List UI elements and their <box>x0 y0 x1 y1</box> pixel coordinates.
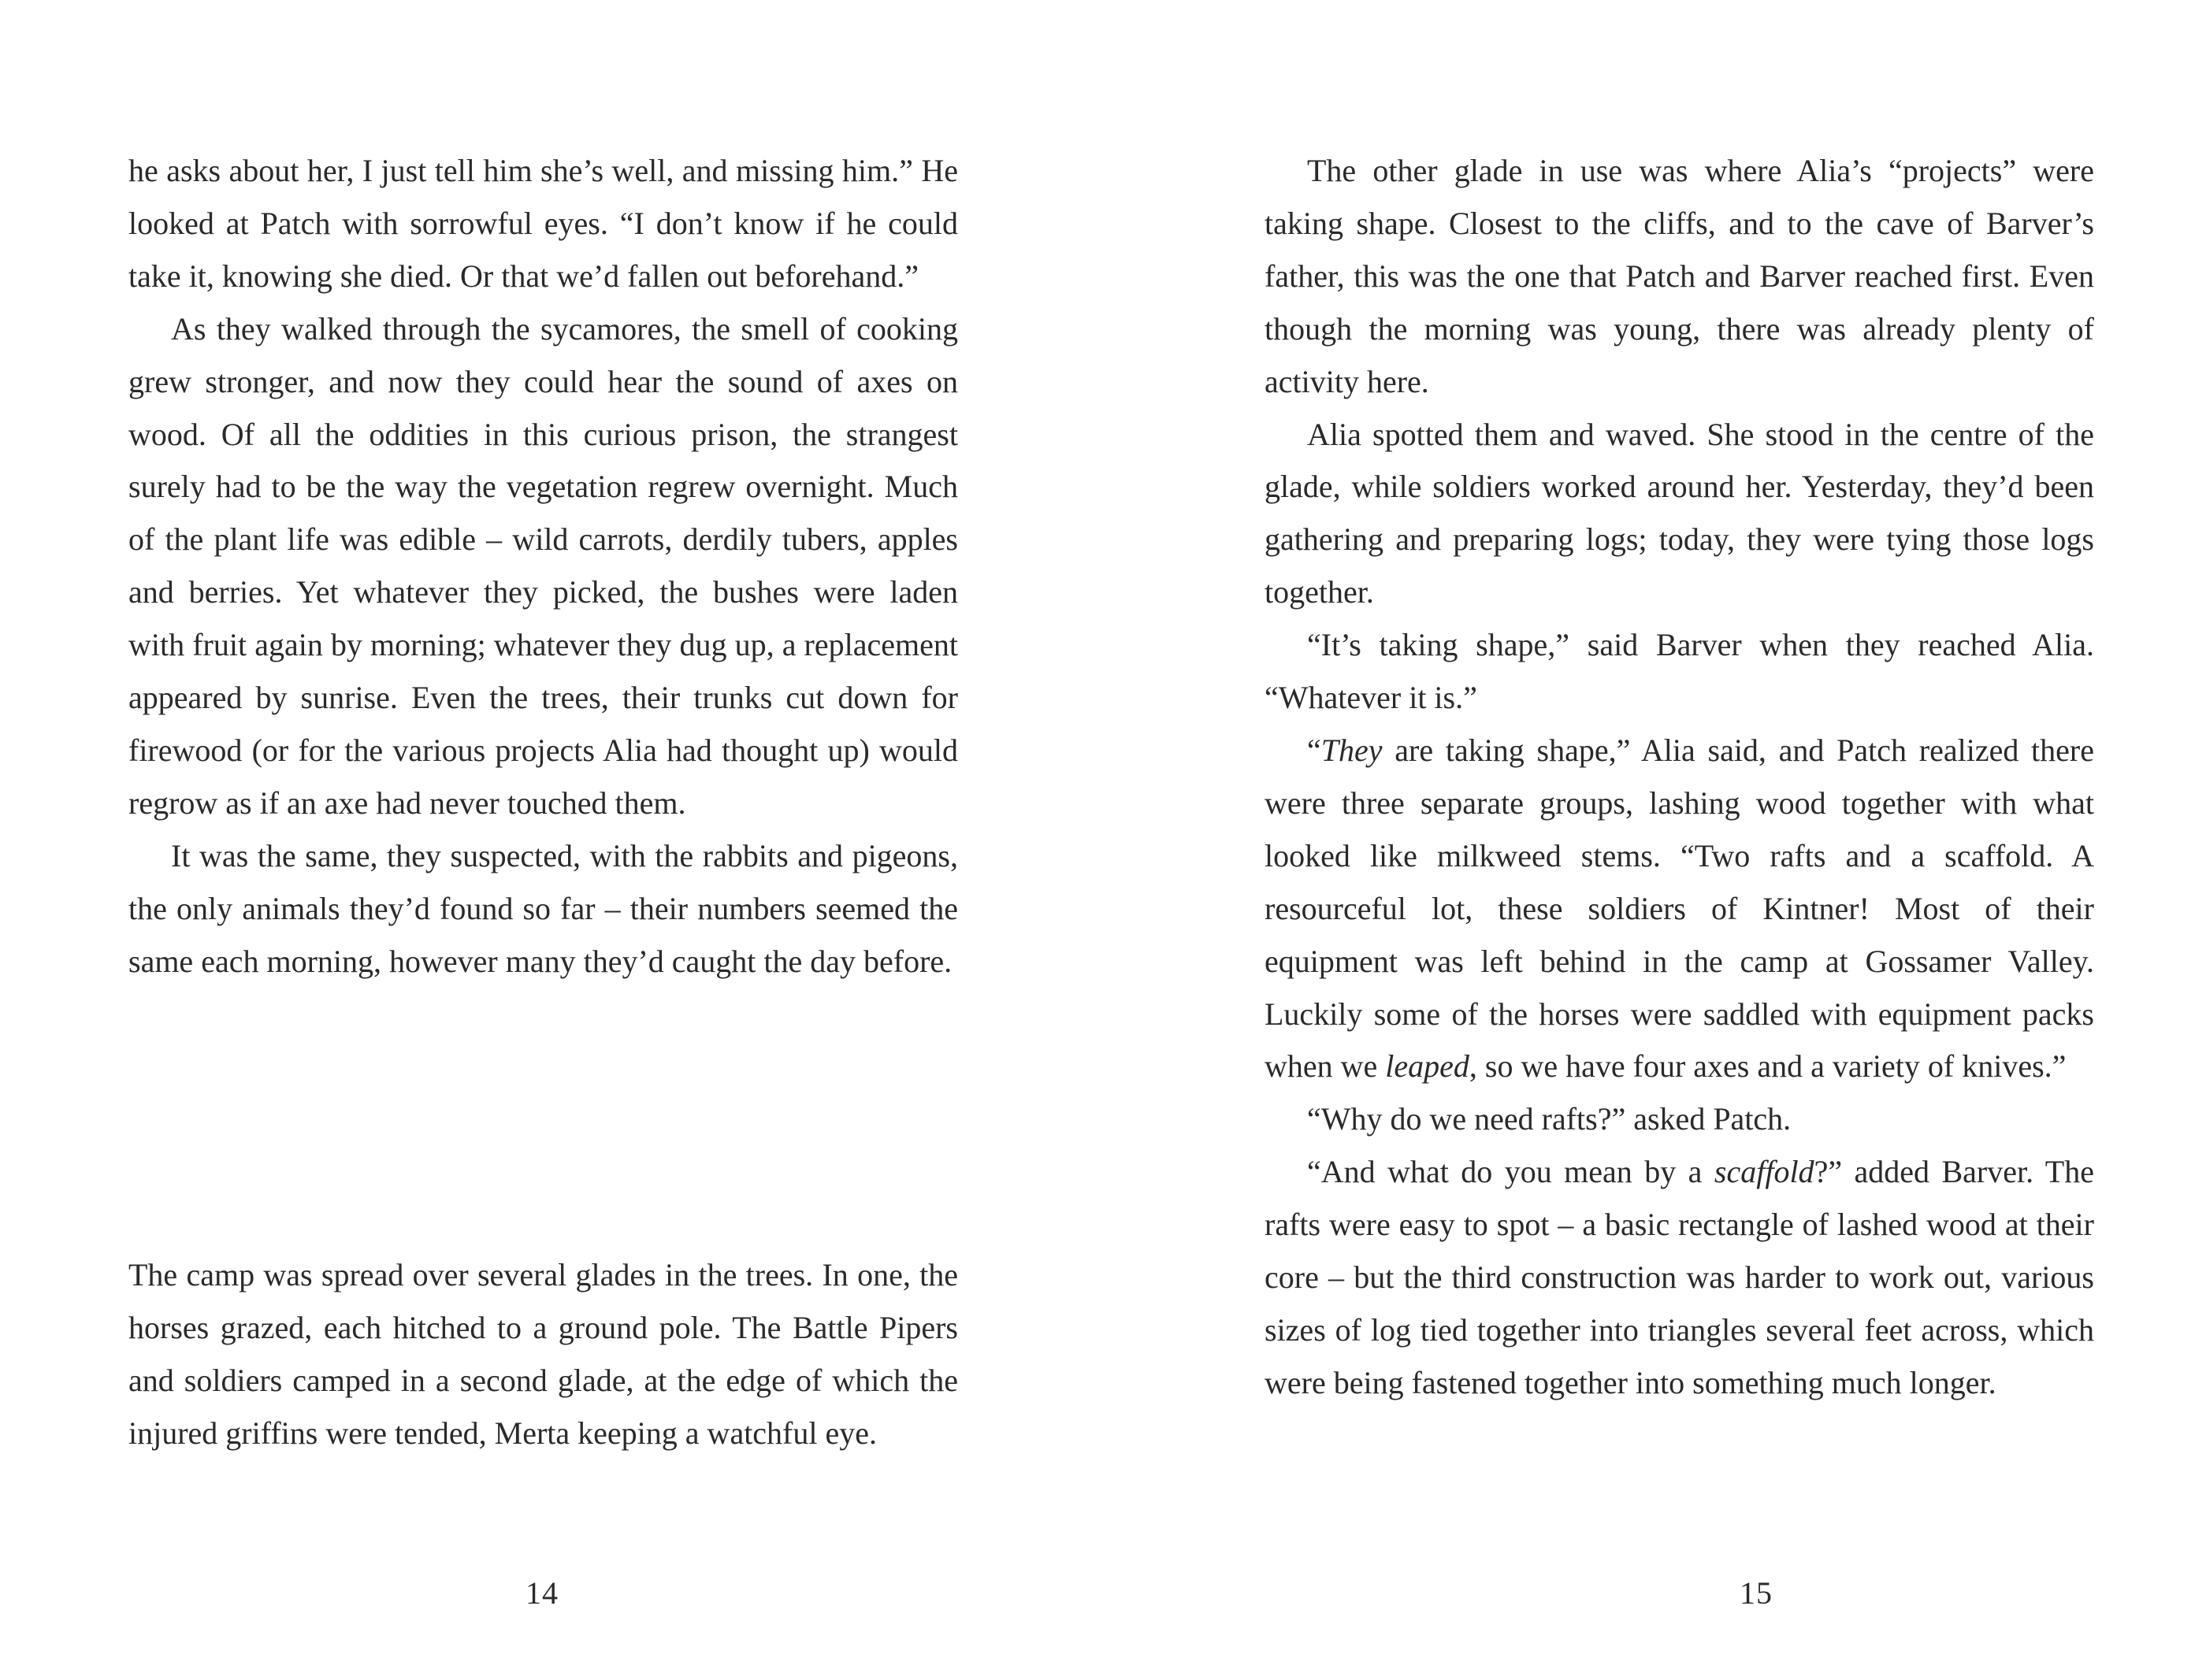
text-run: , so we have four axes and a variety of knives.” <box>1469 1048 2067 1085</box>
text-run: ?” added Barver. The rafts were easy to spot – a basic rectangle of lashed wood at their core – but the third construction was harder to work out, various sizes of log tied together into triangles several feet across, which were being fastened together into something much longer. <box>1265 1154 2094 1400</box>
paragraph: he asks about her, I just tell him she’s well, and missing him.” He looked at Patch with sorrowful eyes. “I don’t know if he could take it, knowing she died. Or that we’d fallen out beforehand.” <box>128 153 958 294</box>
text-run: “ <box>1307 732 1321 768</box>
paragraph <box>1265 1146 2094 1410</box>
page-number: 14 <box>526 1575 559 1611</box>
paragraph: The other glade in use was where Alia’s “projects” were taking shape. Closest to the cliffs, and to the cave of Barver’s father, this was the one that Patch and Barver reached first. Even though the morning was young, there was already plenty of activity here. <box>1265 153 2094 399</box>
paragraph: “It’s taking shape,” said Barver when they reached Alia. “Whatever it is.” <box>1265 627 2094 716</box>
italic-text: scaffold <box>1714 1154 1814 1190</box>
paragraph: Alia spotted them and waved. She stood in the centre of the glade, while soldiers worked around her. Yesterday, they’d been gathering and preparing logs; today, they were tying those logs together. <box>1265 416 2094 610</box>
paragraph: It was the same, they suspected, with the rabbits and pigeons, the only animals they’d found so far – their numbers seemed the same each morning, however many they’d caught the day before. <box>128 837 958 979</box>
right-page <box>1103 0 2206 1680</box>
left-page-body <box>128 145 958 988</box>
italic-text: They <box>1320 732 1383 768</box>
left-page-section-break-body <box>128 1249 958 1460</box>
text-run: are taking shape,” Alia said, and Patch realized there were three separate groups, lashing wood together with what looked like milkweed stems. “Two rafts and a scaffold. A resourceful lot, these soldiers of Kintner! Most of their equipment was left behind in the camp at Gossamer Valley. Luckily some of the horses were saddled with equipment packs when we <box>1265 732 2094 1085</box>
paragraph: As they walked through the sycamores, the smell of cooking grew stronger, and now they could hear the sound of axes on wood. Of all the oddities in this curious prison, the strangest surely had to be the way the vegetation regrew overnight. Much of the plant life was edible – wild carrots, derdily tubers, apples and berries. Yet whatever they picked, the bushes were laden with fruit again by morning; whatever they dug up, a replacement appeared by sunrise. Even the trees, their trunks cut down for firewood (or for the various projects Alia had thought up) would regrow as if an axe had never touched them. <box>128 310 958 821</box>
right-page-body <box>1265 145 2094 1410</box>
paragraph: “Why do we need rafts?” asked Patch. <box>1307 1101 1792 1137</box>
italic-text: leaped <box>1385 1048 1469 1085</box>
page-number: 15 <box>1740 1575 1773 1611</box>
text-run: “And what do you mean by a <box>1307 1154 1714 1190</box>
paragraph <box>1265 725 2094 1093</box>
paragraph: The camp was spread over several glades in the trees. In one, the horses grazed, each hitched to a ground pole. The Battle Pipers and soldiers camped in a second glade, at the edge of which the injured griffins were tended, Merta keeping a watchful eye. <box>128 1257 958 1451</box>
